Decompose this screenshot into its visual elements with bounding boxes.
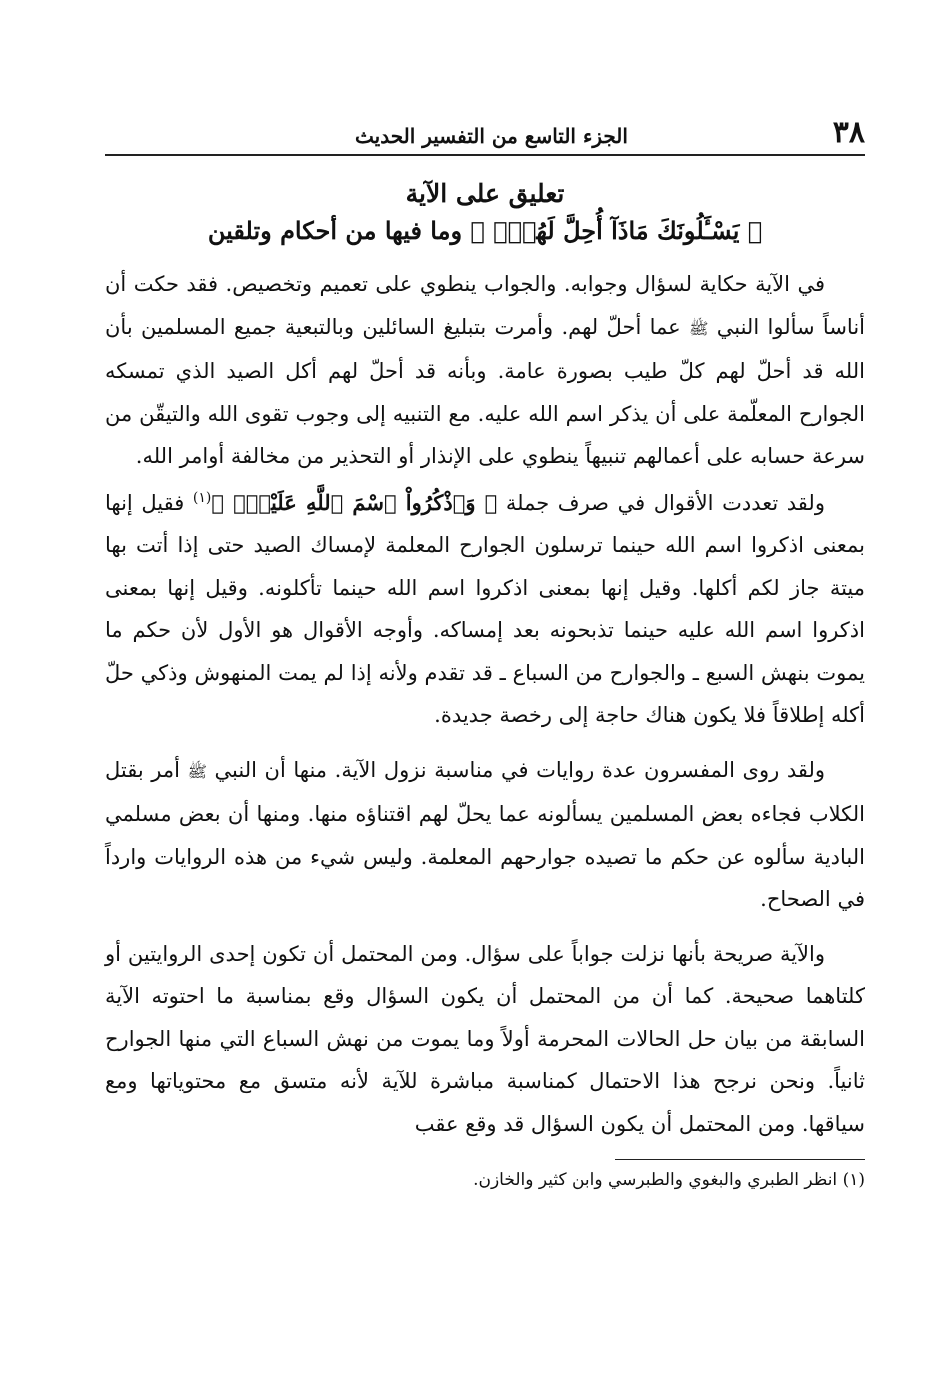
paragraph-3-lead: ولقد روى المفسرون عدة روايات في مناسبة نزول الآية. منها أن النبي [214,757,826,782]
section-heading: تعليق على الآية [405,179,565,208]
paragraph-2-lead: ولقد تعددت الأقوال في صرف جملة [505,490,825,515]
document-page [105,108,865,1190]
paragraph-2-text: فقيل إنها بمعنى اذكروا اسم الله حينما ترسلون الجوارح المعلمة لإمساك الصيد حتى إذا أتت بها ميتة جاز لكم أكلها. وقيل إنها بمعنى اذكروا اسم الله حينما تأكلونه. وقيل إنها بمعنى اذكروا اسم الله عليه حينما تذبحونه بعد إمساكه. وأوجه الأقوال هو الأول لأن حكم ما يموت بنهش السبع ـ والجوارح من السباع ـ قد تقدم ولأنه إذا لم يمت المنهوش وذكي حلّ أكله إطلاقاً فلا يكون هناك حاجة إلى رخصة جديدة. [105,490,865,727]
header-rule [105,154,865,156]
paragraph-4 [105,933,865,1146]
subheading-text: وما فيها من أحكام وتلقين [207,216,463,245]
honorific-symbol: ﷺ [689,318,709,338]
paragraph-2 [105,482,865,737]
footnote-reference: (١) [192,489,212,506]
paragraph-3-text: أمر بقتل الكلاب فجاءه بعض المسلمين يسألونه عما يحلّ لهم اقتناؤه منها. ومنها أن بعض مسلمي البادية سألوه عن حكم ما تصيده جوارحهم المعلمة. وليس شيء من هذه الروايات وارداً في الصحاح. [105,757,865,911]
quran-quote: ﴿ وَٱذْكُرُواْ ٱسْمَ ٱللَّهِ عَلَيْهِۖ ﴾ [211,489,498,515]
footnote [105,1170,865,1190]
body-text [105,263,865,1145]
verse-quote: ﴿ يَسْـَٔلُونَكَ مَاذَآ أُحِلَّ لَهُمْۖ ﴾ [470,216,763,245]
paragraph-3 [105,749,865,921]
section-subheading [105,213,865,249]
footnote-rule [615,1159,865,1160]
book-title: الجزء التاسع من التفسير الحديث [355,124,628,148]
paragraph-1 [105,263,865,478]
paragraph-4-text: والآية صريحة بأنها نزلت جواباً على سؤال. ومن المحتمل أن تكون إحدى الروايتين أو كلتاهما صحيحة. كما أن من المحتمل أن يكون السؤال وقع بمناسبة ما احتوته الآية السابقة من بيان حل الحالات المحرمة أولاً وما يموت من نهش السباع التي منها الجوارح ثانياً. ونحن نرجح هذا الاحتمال كمناسبة مباشرة للآية لأنه متسق مع محتوياتها ومع سياقها. ومن المحتمل أن يكون السؤال قد وقع عقب [105,941,865,1136]
footnote-marker: (١) [842,1170,865,1190]
honorific-symbol: ﷺ [187,761,207,781]
paragraph-1-continued: عما أحلّ لهم. وأمرت بتبليغ السائلين وبالتبعية جميع المسلمين بأن الله قد أحلّ لهم كلّ طيب بصورة عامة. وبأنه قد أحلّ لهم أكل الصيد الذي تمسكه الجوارح المعلّمة على أن يذكر اسم الله عليه. مع التنبيه إلى وجوب تقوى الله والتيقّن من سرعة حسابه على أعمالهم تنبيهاً ينطوي على الإنذار أو التحذير من مخالفة أوامر الله. [105,314,865,468]
paragraph-1-text: في الآية حكاية لسؤال وجوابه. والجواب ينطوي على تعميم وتخصيص. فقد حكت أن أناساً سألوا النبي [105,272,865,339]
running-header [105,108,865,148]
page-number: ٣٨ [832,115,865,150]
footnote-text: انظر الطبري والبغوي والطبرسي وابن كثير والخازن. [473,1170,838,1190]
